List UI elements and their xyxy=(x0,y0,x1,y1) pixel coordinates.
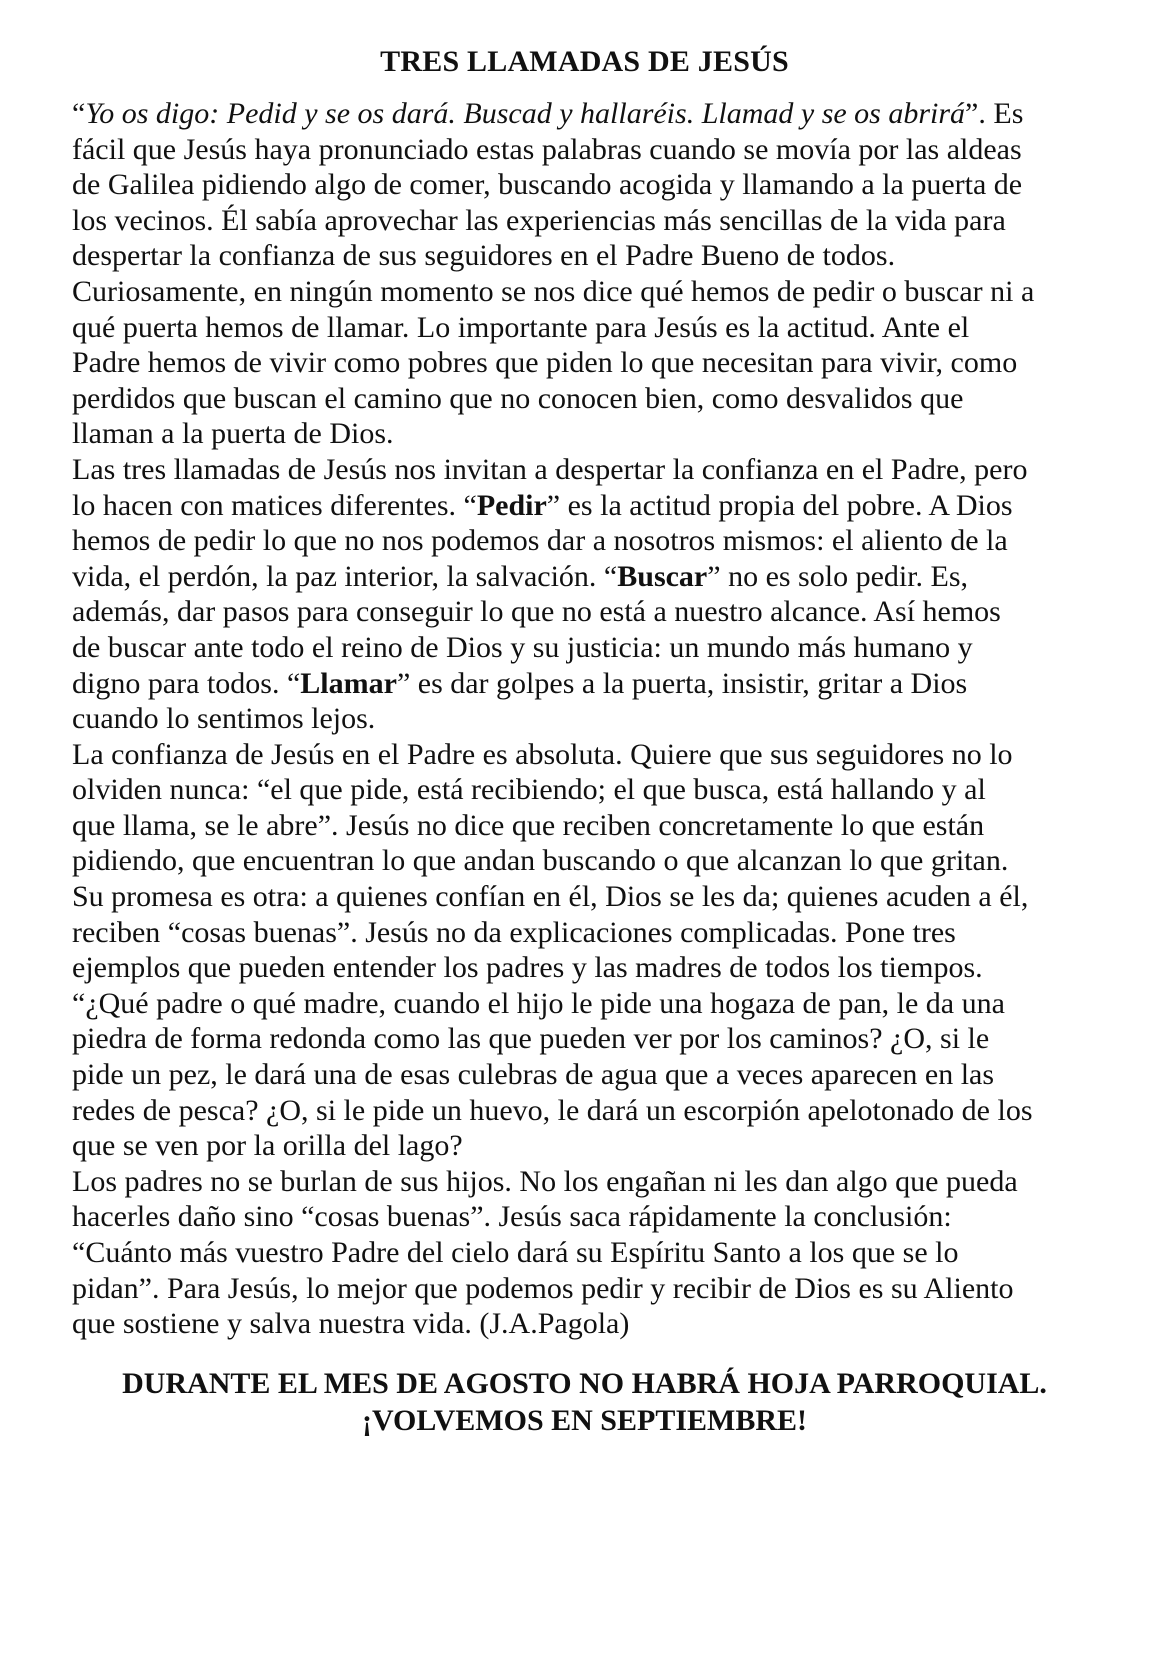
body-line: que se ven por la orilla del lago? xyxy=(72,1129,463,1163)
scripture-quote: Yo os digo: Pedid y se os dará. Buscad y hallaréis. Llamad y se os abrirá xyxy=(85,97,966,130)
body-line: pide un pez, le dará una de esas culebras de agua que a veces aparecen en las xyxy=(72,1058,995,1092)
body-line: hacerles daño sino “cosas buenas”. Jesús saca rápidamente la conclusión: xyxy=(72,1200,952,1234)
body-line: piedra de forma redonda como las que pueden ver por los caminos? ¿O, si le xyxy=(72,1022,990,1056)
close-quote: ”. Es xyxy=(965,97,1024,130)
body-line: hemos de pedir lo que no nos podemos dar a nosotros mismos: el aliento de la xyxy=(72,524,1008,558)
body-line: de buscar ante todo el reino de Dios y su justicia: un mundo más humano y xyxy=(72,630,973,664)
body-line: que llama, se le abre”. Jesús no dice que reciben concretamente lo que están xyxy=(72,808,985,842)
body-line xyxy=(72,96,1147,132)
text-run: digno para todos. “ xyxy=(72,666,301,700)
text-run: ” es la actitud propia del pobre. A Dios xyxy=(546,488,1013,522)
text-run: lo hacen con matices diferentes. “ xyxy=(72,488,477,522)
text-run: ” es dar golpes a la puerta, insistir, gritar a Dios xyxy=(396,666,968,700)
notice-line: ¡VOLVEMOS EN SEPTIEMBRE! xyxy=(361,1404,808,1437)
body-line: “Cuánto más vuestro Padre del cielo dará su Espíritu Santo a los que se lo xyxy=(72,1236,959,1269)
body-line: Padre hemos de vivir como pobres que piden lo que necesitan para vivir, como xyxy=(72,346,1018,380)
body-line: además, dar pasos para conseguir lo que no está a nuestro alcance. Así hemos xyxy=(72,595,1001,629)
body-line: fácil que Jesús haya pronunciado estas palabras cuando se movía por las aldeas xyxy=(72,132,1022,166)
body-line: Curiosamente, en ningún momento se nos dice qué hemos de pedir o buscar ni a xyxy=(72,274,1035,308)
body-line: perdidos que buscan el camino que no conocen bien, como desvalidos que xyxy=(72,381,964,415)
body-line: llaman a la puerta de Dios. xyxy=(72,417,394,451)
body-line: despertar la confianza de sus seguidores en el Padre Bueno de todos. xyxy=(72,239,896,273)
body-line: La confianza de Jesús en el Padre es absoluta. Quiere que sus seguidores no lo xyxy=(72,737,1013,771)
body-line: redes de pesca? ¿O, si le pide un huevo, le dará un escorpión apelotonado de los xyxy=(72,1093,1033,1127)
body-line: pidan”. Para Jesús, lo mejor que podemos pedir y recibir de Dios es su Aliento xyxy=(72,1271,1014,1305)
keyword-pedir: Pedir xyxy=(476,488,547,522)
body-line: ejemplos que pueden entender los padres y las madres de todos los tiempos. xyxy=(72,951,983,985)
body-line: reciben “cosas buenas”. Jesús no da explicaciones complicadas. Pone tres xyxy=(72,915,956,949)
body-line: olviden nunca: “el que pide, está recibiendo; el que busca, está hallando y al xyxy=(72,773,986,807)
body-line: cuando lo sentimos lejos. xyxy=(72,702,376,736)
document-body xyxy=(72,96,1147,1342)
body-line: de Galilea pidiendo algo de comer, buscando acogida y llamando a la puerta de xyxy=(72,168,1023,202)
body-line: pidiendo, que encuentran lo que andan buscando o que alcanzan lo que gritan. xyxy=(72,844,1009,878)
body-line: que sostiene y salva nuestra vida. (J.A.Pagola) xyxy=(72,1307,630,1341)
body-line xyxy=(72,488,1147,524)
body-line: qué puerta hemos de llamar. Lo importante para Jesús es la actitud. Ante el xyxy=(72,310,970,344)
document-title: TRES LLAMADAS DE JESÚS xyxy=(380,45,789,78)
keyword-buscar: Buscar xyxy=(617,559,708,593)
body-line xyxy=(72,559,1147,595)
open-quote: “ xyxy=(72,97,86,130)
body-line: “¿Qué padre o qué madre, cuando el hijo le pide una hogaza de pan, le da una xyxy=(72,986,1005,1020)
body-line: Su promesa es otra: a quienes confían en él, Dios se les da; quienes acuden a él, xyxy=(72,880,1029,914)
notice-line: DURANTE EL MES DE AGOSTO NO HABRÁ HOJA PARROQUIAL. xyxy=(122,1367,1047,1400)
text-run: ” no es solo pedir. Es, xyxy=(707,559,969,593)
text-run: vida, el perdón, la paz interior, la salvación. “ xyxy=(72,559,618,593)
parish-notice xyxy=(0,1365,1169,1439)
body-line: Las tres llamadas de Jesús nos invitan a despertar la confianza en el Padre, pero xyxy=(72,452,1028,486)
body-line: los vecinos. Él sabía aprovechar las experiencias más sencillas de la vida para xyxy=(72,203,1006,237)
keyword-llamar: Llamar xyxy=(300,666,397,700)
body-line xyxy=(72,666,1147,702)
body-line: Los padres no se burlan de sus hijos. No los engañan ni les dan algo que pueda xyxy=(72,1164,1018,1198)
